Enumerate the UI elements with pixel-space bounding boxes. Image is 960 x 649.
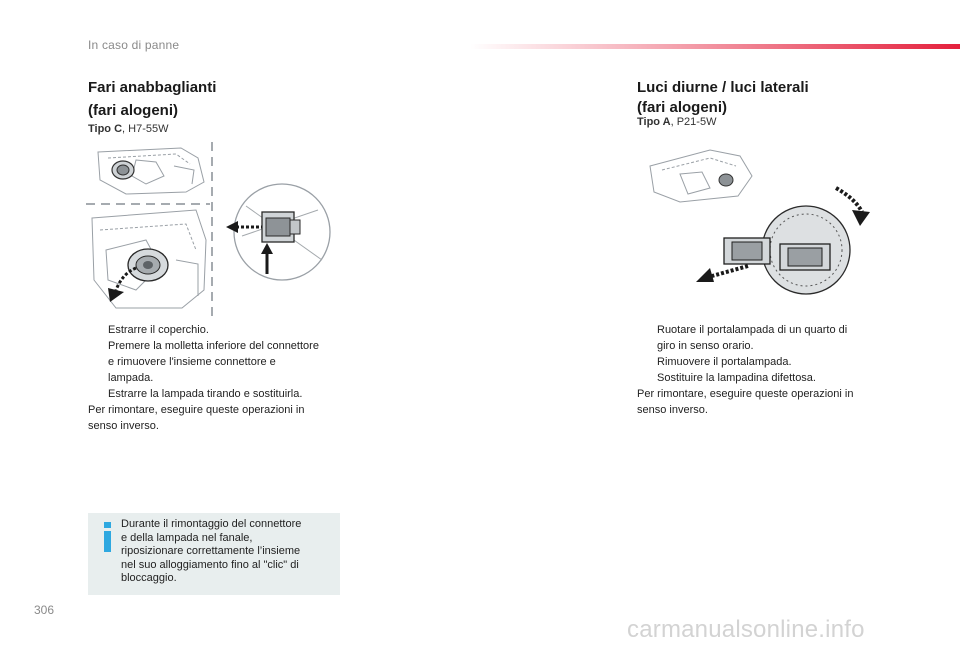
left-bulb-type: [88, 123, 168, 135]
right-type-label: Tipo A: [637, 116, 671, 128]
right-bulb-type: [637, 116, 716, 128]
page-number: 306: [34, 603, 55, 617]
left-type-label: Tipo C: [88, 123, 123, 135]
list-item: Ruotare il portalampada di un quarto di: [657, 324, 848, 336]
list-item-continuation: giro in senso orario.: [657, 340, 754, 352]
connector-detail-icon: [262, 212, 300, 242]
list-item: Sostituire la lampadina difettosa.: [657, 372, 816, 384]
watermark: carmanualsonline.info: [627, 616, 865, 643]
left-footer-line1: Per rimontare, eseguire queste operazioni in: [88, 404, 305, 416]
right-type-value: , P21-5W: [670, 116, 717, 128]
headlamp-low-beam-illustration: [86, 140, 338, 318]
right-section-title: [637, 78, 809, 118]
right-footer-line1: Per rimontare, eseguire queste operazioni in: [637, 388, 854, 400]
note-text: Durante il rimontaggio del connettore e della lampada nel fanale, riposizionare correttamente l’insieme nel suo alloggiamento fino al "clic" di bloccaggio.: [121, 518, 302, 584]
left-type-value: , H7-55W: [122, 123, 169, 135]
extract-arrow-icon: [696, 266, 748, 282]
list-item-continuation: lampada.: [108, 372, 154, 384]
list-item: Estrarre la lampada tirando e sostituirla.: [108, 388, 303, 400]
right-title-line1: Luci diurne / luci laterali: [637, 79, 809, 96]
daytime-running-light-illustration: [640, 140, 880, 315]
right-instructions: [637, 322, 897, 418]
info-icon: [99, 520, 117, 554]
section-header-title: In caso di panne: [88, 38, 180, 52]
bulb-cover-icon: [112, 161, 134, 179]
left-title-line2: (fari alogeni): [88, 102, 179, 119]
rotate-clockwise-arrow-icon: [836, 188, 870, 226]
list-item: Premere la molletta inferiore del connettore: [108, 340, 319, 352]
left-title-line1: Fari anabbaglianti: [88, 79, 217, 96]
left-footer-line2: senso inverso.: [88, 420, 159, 432]
right-title-line2: (fari alogeni): [637, 99, 728, 116]
list-item: Estrarre il coperchio.: [108, 324, 209, 336]
left-instructions: [88, 322, 348, 434]
right-footer-line2: senso inverso.: [637, 404, 708, 416]
small-bulb-icon: [719, 174, 733, 186]
list-item: Rimuovere il portalampada.: [657, 356, 792, 368]
lamp-socket-icon: [128, 249, 168, 281]
header-accent-bar: [470, 44, 960, 49]
left-section-title: [88, 78, 216, 121]
list-item-continuation: e rimuovere l'insieme connettore e: [108, 356, 276, 368]
